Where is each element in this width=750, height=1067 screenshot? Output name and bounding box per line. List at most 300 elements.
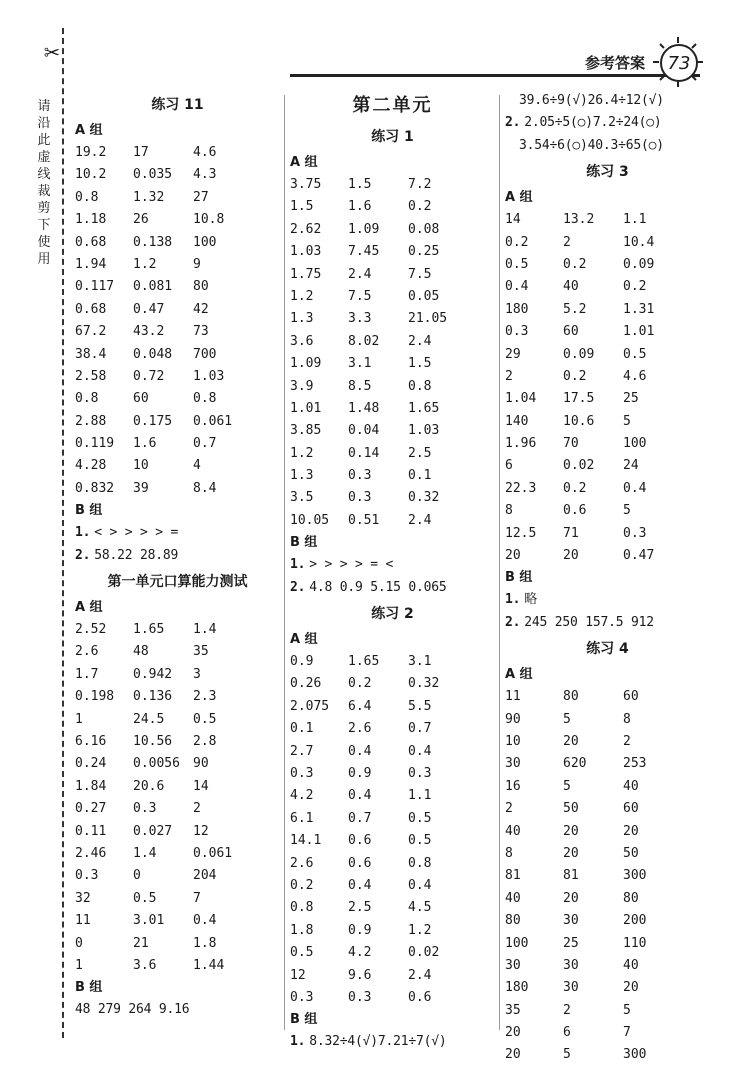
answer-cell: 81 xyxy=(505,868,521,884)
answer-row xyxy=(75,664,280,686)
answer-row xyxy=(75,388,280,410)
answer-cell: 10.4 xyxy=(623,234,655,250)
answer-line xyxy=(505,612,710,634)
answer-cell: 2.4 xyxy=(348,266,372,282)
group-a-label: A 组 xyxy=(290,632,318,648)
answer-cell: 6 xyxy=(505,458,513,474)
answer-cell: 73 xyxy=(193,324,209,340)
answer-row xyxy=(75,433,280,455)
answer-row xyxy=(505,843,710,865)
answer-cell: 1.2 xyxy=(290,288,314,304)
answer-row xyxy=(505,888,710,910)
answer-cell: 9 xyxy=(193,256,201,272)
answer-cell: 0.4 xyxy=(408,877,432,893)
answer-cell: 0.32 xyxy=(408,490,440,506)
answer-row xyxy=(75,344,280,366)
answer-cell: 1.6 xyxy=(348,199,372,215)
answer-cell: 5 xyxy=(623,413,631,429)
answer-cell: 0.11 xyxy=(75,823,107,839)
answer-cell: 20 xyxy=(505,1025,521,1041)
answer-row xyxy=(290,987,495,1009)
answer-cell: 1.4 xyxy=(133,845,157,861)
answer-cell: 7.45 xyxy=(348,244,380,260)
answer-cell: 0.05 xyxy=(408,288,440,304)
answer-cell: 0.4 xyxy=(408,743,432,759)
answer-cell: 0.027 xyxy=(133,823,173,839)
answer-row xyxy=(505,753,710,775)
answer-cell: 60 xyxy=(563,324,579,340)
exercise-11-title: 练习 11 xyxy=(151,97,204,113)
answer-row xyxy=(75,933,280,955)
answer-cell: 2.075 xyxy=(290,698,330,714)
answer-row xyxy=(505,523,710,545)
answer-cell: 1.6 xyxy=(133,436,157,452)
answer-cell: 40 xyxy=(505,890,521,906)
answer-grid xyxy=(505,686,710,1067)
item-number: 2. xyxy=(505,115,521,131)
answer-cell: 2.6 xyxy=(290,855,314,871)
answer-cell: 0.136 xyxy=(133,689,173,705)
answer-cell: 4.28 xyxy=(75,458,107,474)
answer-cell: 12 xyxy=(290,967,306,983)
answer-cell: 1.7 xyxy=(75,666,99,682)
answer-cell: 7 xyxy=(193,890,201,906)
answer-text: 8.32÷4(√)7.21÷7(√) xyxy=(309,1034,447,1050)
answer-cell: 0.68 xyxy=(75,234,107,250)
answer-cell: 50 xyxy=(623,845,639,861)
answer-cell: 0.6 xyxy=(563,503,587,519)
answer-cell: 3.5 xyxy=(290,490,314,506)
answer-cell: 39 xyxy=(133,480,149,496)
answer-cell: 1.94 xyxy=(75,256,107,272)
answer-cell: 0.3 xyxy=(348,468,372,484)
answer-cell: 0.117 xyxy=(75,279,115,295)
answer-cell: 0.6 xyxy=(408,989,432,1005)
answer-cell: 1.65 xyxy=(408,400,440,416)
answer-cell: 0.8 xyxy=(408,855,432,871)
answer-cell: 1.75 xyxy=(290,266,322,282)
answer-cell: 0.04 xyxy=(348,423,380,439)
answer-cell: 0.2 xyxy=(623,279,647,295)
answer-row xyxy=(505,388,710,410)
group-b-label: B 组 xyxy=(290,1012,318,1028)
answer-cell: 14 xyxy=(505,212,521,228)
answer-cell: 1.5 xyxy=(348,177,372,192)
answer-cell: 26 xyxy=(133,212,149,228)
answer-cell: 30 xyxy=(563,980,579,996)
answer-cell: 180 xyxy=(505,980,529,996)
answer-cell: 7 xyxy=(623,1025,631,1041)
answer-row xyxy=(505,545,710,567)
answer-line xyxy=(505,112,710,134)
page-number: 73 xyxy=(660,44,698,82)
answer-cell: 7.5 xyxy=(348,288,372,304)
answer-row xyxy=(505,411,710,433)
answer-cell: 2 xyxy=(505,368,513,384)
answer-cell: 0.51 xyxy=(348,512,380,528)
answer-row xyxy=(290,875,495,897)
answer-row xyxy=(290,308,495,330)
exercise-3-title: 练习 3 xyxy=(586,164,629,181)
answer-row xyxy=(290,763,495,785)
answer-cell: 80 xyxy=(563,689,579,705)
exercise-1-title: 练习 1 xyxy=(371,129,414,145)
answer-cell: 16 xyxy=(505,778,521,794)
answer-cell: 0.035 xyxy=(133,167,173,183)
answer-cell: 10.05 xyxy=(290,512,330,528)
answer-cell: 1.84 xyxy=(75,778,107,794)
answer-cell: 8.02 xyxy=(348,333,380,349)
answer-cell: 6.16 xyxy=(75,733,107,749)
answer-cell: 20 xyxy=(563,823,579,839)
answer-row xyxy=(75,821,280,843)
answer-row xyxy=(290,673,495,695)
answer-row xyxy=(505,798,710,820)
answer-cell: 11 xyxy=(505,689,521,705)
answer-cell: 0.942 xyxy=(133,666,173,682)
answer-cell: 0.8 xyxy=(75,391,99,407)
answer-cell: 0.119 xyxy=(75,436,115,452)
group-a-label: A 组 xyxy=(290,155,318,170)
item-number: 2. xyxy=(75,547,91,563)
answer-cell: 3.3 xyxy=(348,311,372,327)
answer-cell: 35 xyxy=(193,644,209,660)
answer-cell: 60 xyxy=(623,689,639,705)
answer-cell: 14.1 xyxy=(290,833,322,849)
answer-row xyxy=(290,510,495,532)
answer-cell: 620 xyxy=(563,756,587,772)
answer-text: 245 250 157.5 912 xyxy=(524,614,654,630)
answer-cell: 8 xyxy=(505,845,513,861)
answer-cell: 90 xyxy=(505,711,521,727)
answer-cell: 200 xyxy=(623,913,647,929)
answer-row xyxy=(290,942,495,964)
group-a-label: A 组 xyxy=(505,190,533,206)
answer-cell: 12 xyxy=(193,823,209,839)
group-a-label: A 组 xyxy=(505,667,533,683)
answer-cell: 10.8 xyxy=(193,212,225,228)
answer-cell: 1.8 xyxy=(290,922,314,938)
answer-row xyxy=(505,731,710,753)
answer-cell: 0.4 xyxy=(348,877,372,893)
answer-cell: 5.5 xyxy=(408,698,432,714)
answer-cell: 24.5 xyxy=(133,711,165,727)
item-number: 1. xyxy=(75,525,91,541)
answer-cell: 6 xyxy=(563,1025,571,1041)
unit-title: 第二单元 xyxy=(352,95,433,116)
answer-cell: 14 xyxy=(193,778,209,794)
answer-cell: 2.5 xyxy=(348,900,372,916)
header-label: 参考答案 xyxy=(585,54,646,72)
answer-cell: 4.6 xyxy=(193,145,217,160)
answer-cell: 71 xyxy=(563,525,579,541)
answer-cell: 0.2 xyxy=(563,368,587,384)
answer-cell: 0.3 xyxy=(408,765,432,781)
answer-cell: 2.4 xyxy=(408,512,432,528)
cut-instruction: 请沿此虚线裁剪下使用 xyxy=(37,99,51,267)
answer-row xyxy=(290,420,495,442)
answer-row xyxy=(290,376,495,398)
answer-cell: 0.5 xyxy=(408,810,432,826)
answer-row xyxy=(290,353,495,375)
answer-cell: 2.88 xyxy=(75,413,107,429)
answer-row xyxy=(75,865,280,887)
answer-row xyxy=(75,888,280,910)
answer-cell: 1.65 xyxy=(348,654,380,670)
column-1 xyxy=(75,90,280,1022)
answer-cell: 0.14 xyxy=(348,445,380,461)
answer-cell: 0.8 xyxy=(290,900,314,916)
answer-cell: 0.7 xyxy=(348,810,372,826)
answer-cell: 22.3 xyxy=(505,480,537,496)
answer-row xyxy=(505,232,710,254)
answer-cell: 1.09 xyxy=(348,221,380,237)
answer-cell: 0.32 xyxy=(408,676,440,692)
answer-cell: 700 xyxy=(193,346,217,362)
answer-cell: 21 xyxy=(133,935,149,951)
answer-cell: 30 xyxy=(505,756,521,772)
answer-cell: 1.5 xyxy=(408,356,432,372)
group-b-label: B 组 xyxy=(75,980,103,996)
answer-cell: 1.2 xyxy=(290,445,314,461)
answer-row xyxy=(75,619,280,641)
answer-cell: 24 xyxy=(623,458,639,474)
answer-cell: 0.2 xyxy=(408,199,432,215)
answer-cell: 0.8 xyxy=(193,391,217,407)
answer-row xyxy=(75,187,280,209)
answer-cell: 0.3 xyxy=(290,765,314,781)
answer-row xyxy=(75,164,280,186)
answer-row xyxy=(290,331,495,353)
answer-cell: 2.46 xyxy=(75,845,107,861)
answer-row xyxy=(505,321,710,343)
answer-cell: 6.4 xyxy=(348,698,372,714)
answer-cell: 0.1 xyxy=(408,468,432,484)
answer-cell: 20 xyxy=(623,823,639,839)
answer-row xyxy=(505,299,710,321)
answer-cell: 1.3 xyxy=(290,311,314,327)
answer-cell: 17.5 xyxy=(563,391,595,407)
answer-cell: 0.47 xyxy=(623,548,655,564)
answer-row xyxy=(505,366,710,388)
answer-cell: 1.01 xyxy=(623,324,655,340)
answer-row xyxy=(75,299,280,321)
answer-cell: 32 xyxy=(75,890,91,906)
answer-row xyxy=(290,696,495,718)
answer-row xyxy=(290,196,495,218)
answer-row xyxy=(290,487,495,509)
answer-row xyxy=(290,965,495,987)
answer-cell: 0.061 xyxy=(193,845,233,861)
answer-cell: 2.8 xyxy=(193,733,217,749)
answer-cell: 0.3 xyxy=(133,801,157,817)
answer-row xyxy=(505,977,710,999)
answer-cell: 3.85 xyxy=(290,423,322,439)
answer-cell: 300 xyxy=(623,1047,647,1063)
answer-cell: 8 xyxy=(623,711,631,727)
answer-row xyxy=(505,478,710,500)
answer-cell: 0.9 xyxy=(348,922,372,938)
answer-cell: 100 xyxy=(193,234,217,250)
answer-line xyxy=(75,522,280,544)
answer-row xyxy=(75,686,280,708)
answer-row xyxy=(75,478,280,500)
answer-row xyxy=(75,254,280,276)
answer-cell: 0.3 xyxy=(290,989,314,1005)
answer-cell: 0.68 xyxy=(75,301,107,317)
answer-cell: 0.6 xyxy=(348,855,372,871)
answer-cell: 7.5 xyxy=(408,266,432,282)
answer-cell: 5 xyxy=(563,711,571,727)
answer-cell: 1.01 xyxy=(290,400,322,416)
answer-row xyxy=(75,276,280,298)
answer-cell: 3 xyxy=(193,666,201,682)
answer-cell: 80 xyxy=(193,279,209,295)
answer-cell: 29 xyxy=(505,346,521,362)
answer-cell: 20 xyxy=(505,1047,521,1063)
answer-cell: 1.2 xyxy=(408,922,432,938)
answer-cell: 2.6 xyxy=(348,721,372,737)
answer-cell: 1.31 xyxy=(623,301,655,317)
answer-cell: 1.8 xyxy=(193,935,217,951)
answer-cell: 11 xyxy=(75,913,91,929)
column-divider xyxy=(284,95,285,1030)
answer-line xyxy=(75,545,280,567)
answer-cell: 4.2 xyxy=(290,788,314,804)
answer-cell: 1.09 xyxy=(290,356,322,372)
header-rule xyxy=(290,74,700,77)
answer-cell: 1.48 xyxy=(348,400,380,416)
answer-cell: 0.47 xyxy=(133,301,165,317)
answer-cell: 2.7 xyxy=(290,743,314,759)
answer-cell: 42 xyxy=(193,301,209,317)
answer-row xyxy=(505,865,710,887)
answer-row xyxy=(75,209,280,231)
answer-row xyxy=(75,731,280,753)
answer-cell: 0.4 xyxy=(348,743,372,759)
answer-row xyxy=(75,142,280,164)
answer-row xyxy=(290,718,495,740)
answer-cell: 0.061 xyxy=(193,413,233,429)
answer-cell: 0.3 xyxy=(623,525,647,541)
answer-cell: 180 xyxy=(505,301,529,317)
answer-cell: 7.2 xyxy=(408,177,432,192)
answer-cell: 300 xyxy=(623,868,647,884)
answer-cell: 2.52 xyxy=(75,622,107,638)
answer-cell: 100 xyxy=(505,935,529,951)
answer-row xyxy=(505,433,710,455)
answer-cell: 0.7 xyxy=(193,436,217,452)
column-divider xyxy=(499,95,500,1030)
answer-cell: 3.1 xyxy=(348,356,372,372)
cut-line xyxy=(62,28,64,1038)
answer-grid xyxy=(290,651,495,1009)
answer-cell: 0.5 xyxy=(408,833,432,849)
answer-row xyxy=(505,955,710,977)
answer-cell: 110 xyxy=(623,935,647,951)
answer-cell: 4.3 xyxy=(193,167,217,183)
answer-cell: 13.2 xyxy=(563,212,595,228)
answer-cell: 0 xyxy=(75,935,83,951)
item-number: 2. xyxy=(505,614,521,630)
answer-row xyxy=(75,843,280,865)
answer-cell: 0.08 xyxy=(408,221,440,237)
answer-cell: 1.03 xyxy=(408,423,440,439)
answer-cell: 1.3 xyxy=(290,468,314,484)
answer-cell: 100 xyxy=(623,436,647,452)
answer-cell: 48 xyxy=(133,644,149,660)
answer-grid xyxy=(75,619,280,977)
answer-row xyxy=(290,174,495,196)
answer-row xyxy=(75,753,280,775)
answer-row xyxy=(505,933,710,955)
answer-cell: 2.4 xyxy=(408,967,432,983)
answer-cell: 0.09 xyxy=(623,256,655,272)
answer-row xyxy=(290,808,495,830)
answer-cell: 38.4 xyxy=(75,346,107,362)
answer-text: 2.05÷5(○)7.2÷24(○) xyxy=(524,115,662,131)
group-a-label: A 组 xyxy=(75,600,103,616)
answer-row xyxy=(290,465,495,487)
answer-cell: 0.26 xyxy=(290,676,322,692)
unit-test-title: 第一单元口算能力测试 xyxy=(107,574,248,591)
answer-cell: 21.05 xyxy=(408,311,448,327)
answer-cell: 10 xyxy=(133,458,149,474)
answer-row xyxy=(75,366,280,388)
answer-cell: 0.4 xyxy=(505,279,529,295)
answer-cell: 10.6 xyxy=(563,413,595,429)
answer-cell: 0.5 xyxy=(193,711,217,727)
answer-cell: 1.5 xyxy=(290,199,314,215)
answer-cell: 67.2 xyxy=(75,324,107,340)
answer-cell: 8.5 xyxy=(348,378,372,394)
answer-cell: 5 xyxy=(623,503,631,519)
answer-cell: 0.72 xyxy=(133,368,165,384)
answer-row xyxy=(505,254,710,276)
answer-row xyxy=(505,1022,710,1044)
answer-cell: 0.2 xyxy=(563,256,587,272)
answer-cell: 2 xyxy=(505,801,513,817)
answer-grid xyxy=(505,209,710,567)
answer-cell: 19.2 xyxy=(75,145,107,160)
answer-cell: 2 xyxy=(563,234,571,250)
answer-cell: 2.4 xyxy=(408,333,432,349)
answer-cell: 0.02 xyxy=(408,945,440,961)
answer-cell: 3.01 xyxy=(133,913,165,929)
answer-cell: 80 xyxy=(505,913,521,929)
answer-cell: 27 xyxy=(193,189,209,205)
answer-cell: 0.048 xyxy=(133,346,173,362)
answer-cell: 5 xyxy=(563,1047,571,1063)
answer-cell: 0.9 xyxy=(290,654,314,670)
answer-cell: 0.6 xyxy=(348,833,372,849)
answer-text: 48 279 264 9.16 xyxy=(75,1002,190,1018)
answer-cell: 1.96 xyxy=(505,436,537,452)
answer-cell: 0 xyxy=(133,868,141,884)
answer-cell: 0.3 xyxy=(505,324,529,340)
answer-cell: 0.4 xyxy=(348,788,372,804)
answer-cell: 2 xyxy=(563,1002,571,1018)
answer-line xyxy=(290,577,495,599)
answer-cell: 40 xyxy=(623,778,639,794)
scissors-icon: ✂ xyxy=(44,38,60,68)
answer-cell: 81 xyxy=(563,868,579,884)
answer-row xyxy=(75,641,280,663)
exercise-4-title: 练习 4 xyxy=(586,641,629,658)
answer-row xyxy=(505,821,710,843)
answer-row xyxy=(75,955,280,977)
answer-row xyxy=(290,398,495,420)
